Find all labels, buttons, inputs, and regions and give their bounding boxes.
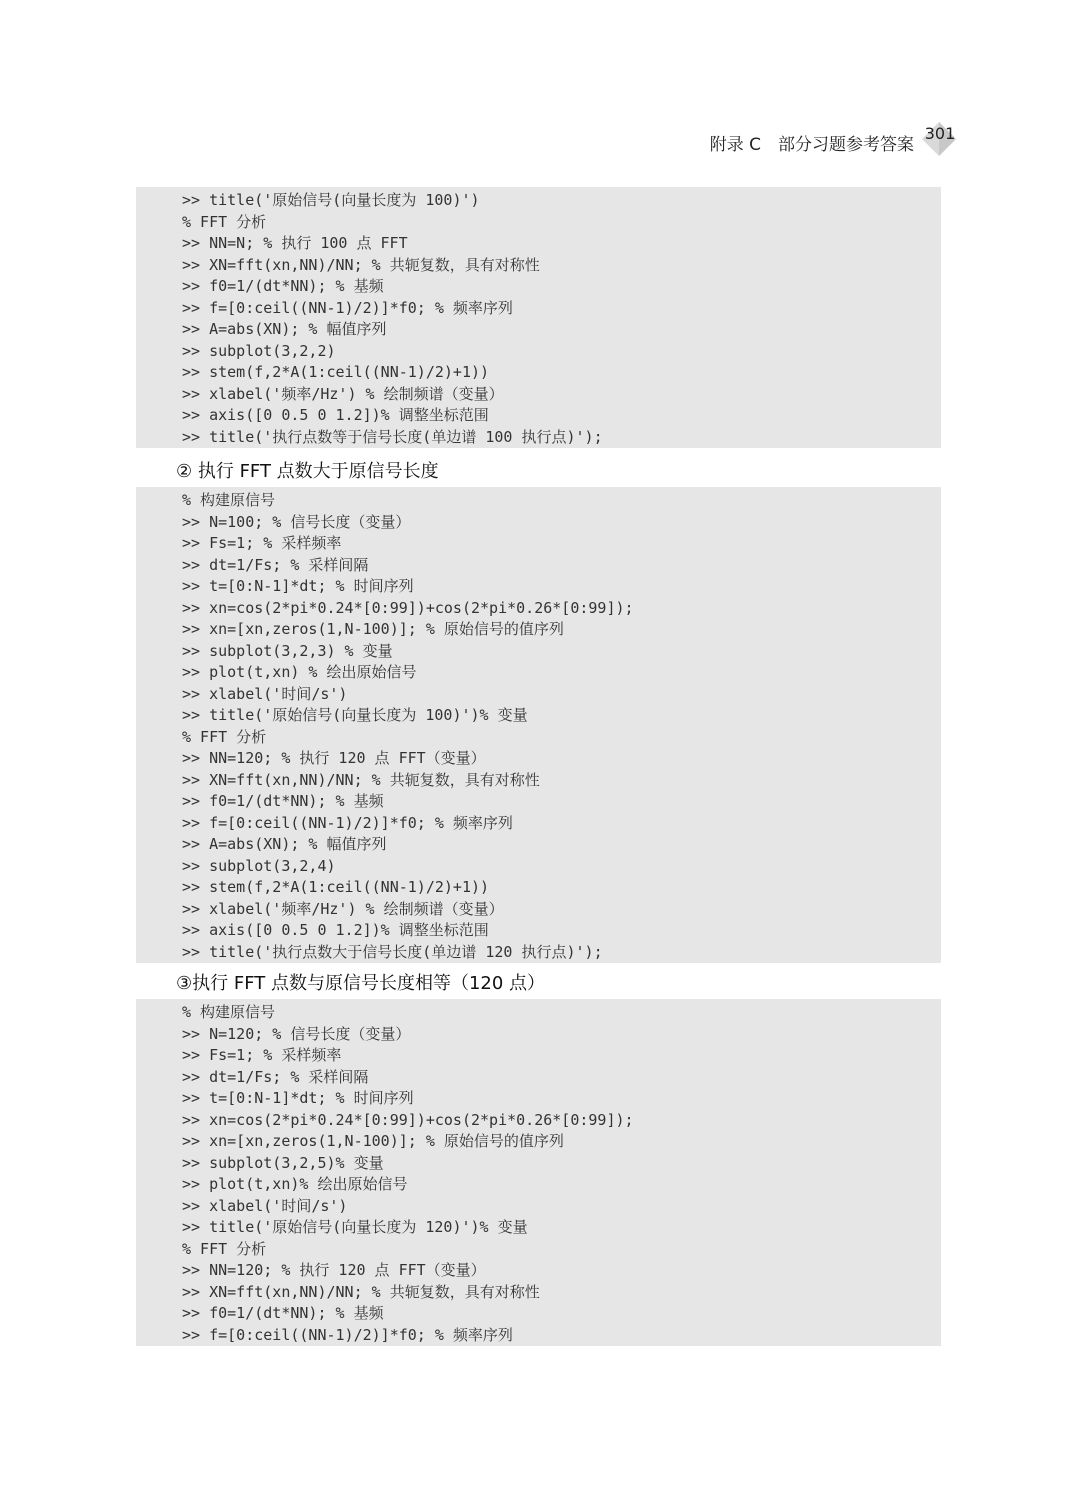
section-heading-3: ③执行 FFT 点数与原信号长度相等（120 点） xyxy=(176,973,546,994)
code-line: >> plot(t,xn)% 绘出原始信号 xyxy=(182,1175,408,1193)
code-line: % FFT 分析 xyxy=(182,212,267,231)
code-block-1 xyxy=(136,187,941,448)
code-line: >> A=abs(XN); % 幅值序列 xyxy=(182,320,387,338)
code-line: >> title('原始信号(向量长度为 100)') xyxy=(182,191,480,209)
code-line: >> title('执行点数等于信号长度(单边谱 100 执行点)'); xyxy=(182,427,603,446)
code-line: >> subplot(3,2,4) xyxy=(182,856,336,875)
code-line: >> f0=1/(dt*NN); % 基频 xyxy=(182,1304,384,1322)
code-block-2 xyxy=(136,487,941,963)
code-line: >> subplot(3,2,5)% 变量 xyxy=(182,1153,384,1172)
code-line: >> f=[0:ceil((NN-1)/2)]*f0; % 频率序列 xyxy=(182,813,513,832)
code-line: >> axis([0 0.5 0 1.2])% 调整坐标范围 xyxy=(182,921,489,939)
running-title: 附录 C 部分习题参考答案 xyxy=(709,135,914,155)
code-line: >> subplot(3,2,2) xyxy=(182,341,336,360)
code-block-3 xyxy=(136,999,941,1346)
code-line: >> NN=120; % 执行 120 点 FFT（变量） xyxy=(182,1261,486,1279)
code-line: % 构建原信号 xyxy=(182,491,276,509)
code-line: >> N=120; % 信号长度（变量） xyxy=(182,1024,411,1043)
page-number: 301 xyxy=(924,124,956,143)
code-line: >> title('原始信号(向量长度为 120)')% 变量 xyxy=(182,1218,528,1236)
code-line: >> XN=fft(xn,NN)/NN; % 共轭复数，具有对称性 xyxy=(182,770,540,789)
code-line: >> xlabel('时间/s') xyxy=(182,684,348,703)
code-line: >> xn=cos(2*pi*0.24*[0:99])+cos(2*pi*0.26*[0:99]); xyxy=(182,598,634,617)
code-line: % 构建原信号 xyxy=(182,1003,276,1021)
code-line: >> subplot(3,2,3) % 变量 xyxy=(182,641,393,660)
page-number-badge xyxy=(918,122,960,158)
code-line: >> f0=1/(dt*NN); % 基频 xyxy=(182,792,384,810)
page-header xyxy=(0,122,960,162)
code-line: >> N=100; % 信号长度（变量） xyxy=(182,512,411,531)
code-line: >> XN=fft(xn,NN)/NN; % 共轭复数，具有对称性 xyxy=(182,1282,540,1301)
code-line: >> xlabel('时间/s') xyxy=(182,1196,348,1215)
code-line: >> f0=1/(dt*NN); % 基频 xyxy=(182,277,384,295)
code-line: >> xn=[xn,zeros(1,N-100)]; % 原始信号的值序列 xyxy=(182,1132,564,1150)
code-line: >> xn=[xn,zeros(1,N-100)]; % 原始信号的值序列 xyxy=(182,620,564,638)
code-line: >> title('执行点数大于信号长度(单边谱 120 执行点)'); xyxy=(182,942,603,961)
code-line: >> title('原始信号(向量长度为 100)')% 变量 xyxy=(182,706,528,724)
code-line: >> XN=fft(xn,NN)/NN; % 共轭复数，具有对称性 xyxy=(182,255,540,274)
code-line: >> Fs=1; % 采样频率 xyxy=(182,1046,342,1064)
code-line: >> plot(t,xn) % 绘出原始信号 xyxy=(182,663,417,681)
code-line: >> stem(f,2*A(1:ceil((NN-1)/2)+1)) xyxy=(182,363,490,381)
code-line: >> dt=1/Fs; % 采样间隔 xyxy=(182,1067,369,1086)
code-line: >> NN=N; % 执行 100 点 FFT xyxy=(182,234,408,252)
code-line: >> Fs=1; % 采样频率 xyxy=(182,534,342,552)
code-line: >> dt=1/Fs; % 采样间隔 xyxy=(182,555,369,574)
code-line: >> xn=cos(2*pi*0.24*[0:99])+cos(2*pi*0.26*[0:99]); xyxy=(182,1110,634,1129)
code-line: >> xlabel('频率/Hz') % 绘制频谱（变量） xyxy=(182,899,504,918)
code-line: >> axis([0 0.5 0 1.2])% 调整坐标范围 xyxy=(182,406,489,424)
code-line: >> t=[0:N-1]*dt; % 时间序列 xyxy=(182,577,414,595)
code-line: >> f=[0:ceil((NN-1)/2)]*f0; % 频率序列 xyxy=(182,1325,513,1344)
code-line: >> A=abs(XN); % 幅值序列 xyxy=(182,835,387,853)
code-line: % FFT 分析 xyxy=(182,1239,267,1258)
code-line: >> xlabel('频率/Hz') % 绘制频谱（变量） xyxy=(182,384,504,403)
code-line: >> t=[0:N-1]*dt; % 时间序列 xyxy=(182,1089,414,1107)
code-line: >> NN=120; % 执行 120 点 FFT（变量） xyxy=(182,749,486,767)
section-heading-2: ② 执行 FFT 点数大于原信号长度 xyxy=(176,461,439,482)
code-line: >> stem(f,2*A(1:ceil((NN-1)/2)+1)) xyxy=(182,878,490,896)
code-line: % FFT 分析 xyxy=(182,727,267,746)
code-line: >> f=[0:ceil((NN-1)/2)]*f0; % 频率序列 xyxy=(182,298,513,317)
